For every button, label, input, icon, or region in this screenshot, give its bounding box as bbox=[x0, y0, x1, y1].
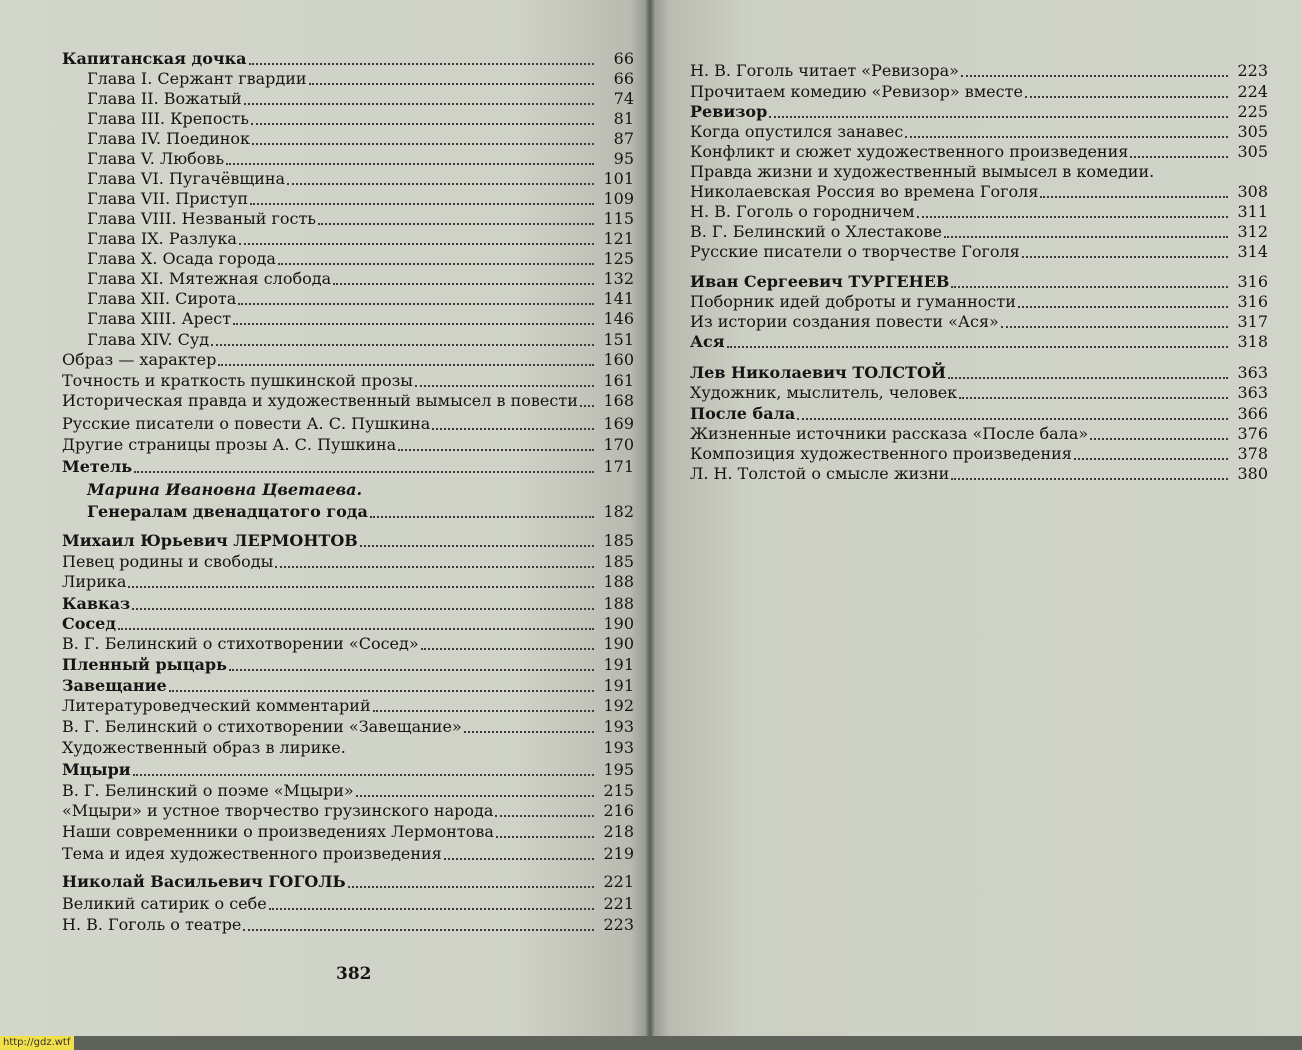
toc-leader-dots bbox=[951, 285, 1228, 288]
toc-leader-dots bbox=[360, 544, 594, 547]
toc-entry-title: После бала bbox=[690, 404, 796, 423]
toc-leader-dots bbox=[243, 928, 594, 931]
toc-entry bbox=[62, 614, 634, 634]
toc-entry bbox=[62, 69, 634, 89]
toc-entry-title: Прочитаем комедию «Ревизор» вместе bbox=[690, 82, 1023, 101]
toc-leader-dots bbox=[951, 477, 1228, 480]
toc-entry-title: Мцыри bbox=[62, 760, 131, 779]
toc-entry-page: 170 bbox=[603, 435, 634, 454]
toc-entry bbox=[62, 249, 634, 269]
toc-leader-dots bbox=[1040, 195, 1228, 198]
toc-entry-page: 169 bbox=[603, 414, 634, 433]
toc-entry-title: Русские писатели о повести А. С. Пушкина bbox=[62, 414, 431, 433]
toc-leader-dots bbox=[134, 470, 594, 473]
toc-entry bbox=[690, 242, 1268, 262]
toc-entry bbox=[690, 444, 1268, 464]
toc-leader-dots bbox=[132, 607, 594, 610]
toc-entry-page: 188 bbox=[603, 572, 634, 591]
toc-entry-page: 314 bbox=[1237, 242, 1268, 261]
toc-entry bbox=[690, 424, 1268, 444]
toc-leader-dots bbox=[421, 647, 594, 650]
toc-entry-title: Николаевская Россия во времена Гоголя bbox=[690, 182, 1039, 201]
toc-entry-title: Лев Николаевич ТОЛСТОЙ bbox=[690, 363, 947, 382]
toc-entry-title: Иван Сергеевич ТУРГЕНЕВ bbox=[690, 272, 950, 291]
toc-entry-title: Художник, мыслитель, человек bbox=[690, 383, 958, 402]
toc-leader-dots bbox=[495, 814, 594, 817]
toc-entry-page: 87 bbox=[613, 129, 634, 148]
toc-leader-dots bbox=[229, 668, 594, 671]
toc-entry-title: Завещание bbox=[62, 676, 167, 695]
toc-leader-dots bbox=[444, 857, 594, 860]
toc-entry-title: Сосед bbox=[62, 614, 116, 633]
toc-entry bbox=[62, 189, 634, 209]
toc-entry-page: 146 bbox=[603, 309, 634, 328]
toc-entry bbox=[62, 872, 634, 892]
toc-leader-dots bbox=[948, 376, 1228, 379]
toc-entry bbox=[690, 61, 1268, 81]
toc-leader-dots bbox=[370, 515, 594, 518]
toc-entry-title: Глава XIV. Суд bbox=[87, 330, 210, 349]
toc-entry-title: Наши современники о произведениях Лермонтова bbox=[62, 822, 494, 841]
toc-entry-page: 188 bbox=[603, 594, 634, 613]
toc-leader-dots bbox=[287, 182, 594, 185]
toc-entry bbox=[62, 655, 634, 675]
toc-leader-dots bbox=[464, 730, 594, 733]
toc-leader-dots bbox=[333, 282, 594, 285]
toc-entry-page: 191 bbox=[603, 676, 634, 695]
toc-entry bbox=[62, 738, 634, 758]
toc-entry bbox=[62, 894, 634, 914]
toc-entry bbox=[62, 391, 634, 411]
toc-entry bbox=[690, 464, 1268, 484]
toc-entry-page: 317 bbox=[1237, 312, 1268, 331]
toc-entry-title: Глава XI. Мятежная слобода bbox=[87, 269, 332, 288]
toc-entry-page: 363 bbox=[1237, 363, 1268, 382]
toc-entry-title: Глава IX. Разлука bbox=[87, 229, 237, 248]
toc-entry-page: 182 bbox=[603, 502, 634, 521]
toc-entry-page: 218 bbox=[603, 822, 634, 841]
toc-entry-page: 224 bbox=[1237, 82, 1268, 101]
toc-entry-title: Другие страницы прозы А. С. Пушкина bbox=[62, 435, 397, 454]
toc-entry-page: 305 bbox=[1237, 142, 1268, 161]
toc-entry bbox=[62, 781, 634, 801]
toc-entry-title: Н. В. Гоголь читает «Ревизора» bbox=[690, 61, 959, 80]
toc-leader-dots bbox=[252, 142, 594, 145]
toc-entry bbox=[62, 109, 634, 129]
toc-entry-title: Из истории создания повести «Ася» bbox=[690, 312, 999, 331]
toc-entry-title: Николай Васильевич ГОГОЛЬ bbox=[62, 872, 346, 891]
toc-entry-title: Глава V. Любовь bbox=[87, 149, 225, 168]
toc-leader-dots bbox=[348, 885, 594, 888]
toc-entry-title: Тема и идея художественного произведения bbox=[62, 844, 442, 863]
toc-leader-dots bbox=[309, 82, 594, 85]
toc-entry-title: Жизненные источники рассказа «После бала» bbox=[690, 424, 1089, 443]
toc-entry bbox=[62, 480, 634, 500]
toc-entry bbox=[690, 222, 1268, 242]
toc-entry-title: Когда опустился занавес bbox=[690, 122, 904, 141]
toc-entry bbox=[62, 209, 634, 229]
toc-leader-dots bbox=[133, 773, 594, 776]
toc-leader-dots bbox=[275, 565, 594, 568]
toc-entry-page: 171 bbox=[603, 457, 634, 476]
toc-entry-title: Композиция художественного произведения bbox=[690, 444, 1072, 463]
toc-leader-dots bbox=[250, 202, 594, 205]
toc-entry-title: Метель bbox=[62, 457, 133, 476]
toc-entry-title: Правда жизни и художественный вымысел в комедии. bbox=[690, 162, 1155, 181]
toc-entry-title: Кавказ bbox=[62, 594, 131, 613]
toc-entry-title: Генералам двенадцатого года bbox=[87, 502, 368, 521]
toc-leader-dots bbox=[169, 689, 594, 692]
toc-entry bbox=[690, 82, 1268, 102]
toc-entry bbox=[62, 435, 634, 455]
toc-entry-title: Н. В. Гоголь о городничем bbox=[690, 202, 915, 221]
toc-entry bbox=[690, 272, 1268, 292]
toc-entry-title: Глава VI. Пугачёвщина bbox=[87, 169, 286, 188]
toc-leader-dots bbox=[917, 215, 1228, 218]
toc-entry-title: Лирика bbox=[62, 572, 127, 591]
toc-entry-page: 221 bbox=[603, 894, 634, 913]
toc-entry-page: 305 bbox=[1237, 122, 1268, 141]
toc-entry bbox=[62, 289, 634, 309]
toc-entry bbox=[62, 801, 634, 821]
toc-leader-dots bbox=[128, 585, 594, 588]
toc-entry-title: Н. В. Гоголь о театре bbox=[62, 915, 242, 934]
toc-entry bbox=[62, 49, 634, 69]
toc-entry-page: 66 bbox=[613, 49, 634, 68]
toc-entry bbox=[690, 102, 1268, 122]
toc-entry-title: Образ — характер bbox=[62, 350, 217, 369]
toc-entry-title: В. Г. Белинский о Хлестакове bbox=[690, 222, 942, 241]
toc-entry bbox=[62, 634, 634, 654]
toc-entry bbox=[690, 404, 1268, 424]
toc-entry bbox=[62, 350, 634, 370]
toc-entry-page: 219 bbox=[603, 844, 634, 863]
toc-entry-page: 132 bbox=[603, 269, 634, 288]
toc-entry-page: 190 bbox=[603, 614, 634, 633]
toc-entry-page: 185 bbox=[603, 531, 634, 550]
toc-entry bbox=[690, 162, 1268, 182]
toc-entry bbox=[690, 383, 1268, 403]
toc-entry-title: Точность и краткость пушкинской прозы bbox=[62, 371, 414, 390]
toc-entry bbox=[62, 169, 634, 189]
toc-entry bbox=[62, 229, 634, 249]
toc-entry-title: В. Г. Белинский о поэме «Мцыри» bbox=[62, 781, 354, 800]
toc-leader-dots bbox=[218, 363, 594, 366]
toc-entry-page: 308 bbox=[1237, 182, 1268, 201]
toc-leader-dots bbox=[1018, 305, 1228, 308]
toc-entry bbox=[690, 363, 1268, 383]
toc-entry bbox=[62, 822, 634, 842]
toc-entry-page: 141 bbox=[603, 289, 634, 308]
toc-entry-title: Великий сатирик о себе bbox=[62, 894, 267, 913]
toc-entry-title: В. Г. Белинский о стихотворении «Завещание» bbox=[62, 717, 462, 736]
toc-leader-dots bbox=[727, 345, 1228, 348]
toc-entry-page: 95 bbox=[613, 149, 634, 168]
toc-leader-dots bbox=[1090, 437, 1228, 440]
toc-entry-title: Ревизор bbox=[690, 102, 768, 121]
toc-entry-page: 215 bbox=[603, 781, 634, 800]
toc-entry bbox=[62, 371, 634, 391]
toc-entry bbox=[62, 717, 634, 737]
toc-entry-title: Пленный рыцарь bbox=[62, 655, 227, 674]
toc-entry-page: 101 bbox=[603, 169, 634, 188]
toc-entry-page: 121 bbox=[603, 229, 634, 248]
toc-entry bbox=[62, 696, 634, 716]
toc-leader-dots bbox=[1022, 255, 1228, 258]
toc-leader-dots bbox=[318, 222, 594, 225]
toc-leader-dots bbox=[580, 404, 594, 407]
toc-entry-page: 221 bbox=[603, 872, 634, 891]
toc-leader-dots bbox=[373, 709, 594, 712]
toc-leader-dots bbox=[769, 115, 1228, 118]
toc-entry bbox=[62, 760, 634, 780]
toc-entry-title: Поборник идей доброты и гуманности bbox=[690, 292, 1016, 311]
toc-leader-dots bbox=[118, 627, 594, 630]
toc-leader-dots bbox=[1156, 177, 1228, 178]
toc-entry-page: 363 bbox=[1237, 383, 1268, 402]
toc-leader-dots bbox=[415, 384, 594, 387]
toc-entry-page: 185 bbox=[603, 552, 634, 571]
toc-entry-page: 223 bbox=[603, 915, 634, 934]
toc-entry-title: Художественный образ в лирике. bbox=[62, 738, 346, 757]
toc-entry bbox=[62, 89, 634, 109]
toc-entry bbox=[62, 594, 634, 614]
toc-entry-title: Марина Ивановна Цветаева. bbox=[87, 480, 363, 499]
toc-leader-dots bbox=[944, 235, 1228, 238]
toc-entry-page: 125 bbox=[603, 249, 634, 268]
toc-entry-page: 109 bbox=[603, 189, 634, 208]
toc-entry bbox=[62, 129, 634, 149]
toc-entry-title: Глава I. Сержант гвардии bbox=[87, 69, 307, 88]
toc-leader-dots bbox=[432, 427, 594, 430]
toc-entry-title: Глава III. Крепость bbox=[87, 109, 249, 128]
toc-entry-page: 191 bbox=[603, 655, 634, 674]
toc-entry-page: 115 bbox=[603, 209, 634, 228]
toc-entry bbox=[62, 552, 634, 572]
toc-entry-page: 193 bbox=[603, 717, 634, 736]
toc-entry-title: Глава IV. Поединок bbox=[87, 129, 251, 148]
toc-entry-page: 160 bbox=[603, 350, 634, 369]
toc-entry-title: Литературоведческий комментарий bbox=[62, 696, 371, 715]
book-gutter bbox=[646, 0, 654, 1036]
toc-leader-dots bbox=[269, 907, 594, 910]
toc-entry-page: 380 bbox=[1237, 464, 1268, 483]
toc-leader-dots bbox=[797, 417, 1228, 420]
toc-entry-title: Русские писатели о творчестве Гоголя bbox=[690, 242, 1020, 261]
toc-entry bbox=[62, 269, 634, 289]
toc-leader-dots bbox=[959, 396, 1228, 399]
toc-entry-title: Глава X. Осада города bbox=[87, 249, 276, 268]
toc-entry-page: 81 bbox=[613, 109, 634, 128]
toc-entry-title: Конфликт и сюжет художественного произведения bbox=[690, 142, 1129, 161]
toc-leader-dots bbox=[348, 753, 594, 754]
toc-entry-page: 193 bbox=[603, 738, 634, 757]
toc-entry-page: 378 bbox=[1237, 444, 1268, 463]
toc-entry-title: «Мцыри» и устное творчество грузинского народа bbox=[62, 801, 494, 820]
toc-entry-page: 190 bbox=[603, 634, 634, 653]
toc-entry-page: 318 bbox=[1237, 332, 1268, 351]
toc-leader-dots bbox=[364, 495, 594, 496]
toc-entry-title: Л. Н. Толстой о смысле жизни bbox=[690, 464, 950, 483]
page-number: 382 bbox=[336, 964, 372, 984]
toc-entry-page: 312 bbox=[1237, 222, 1268, 241]
toc-entry-page: 192 bbox=[603, 696, 634, 715]
toc-entry bbox=[62, 330, 634, 350]
toc-entry bbox=[62, 457, 634, 477]
toc-entry-page: 161 bbox=[603, 371, 634, 390]
toc-entry bbox=[62, 844, 634, 864]
toc-entry bbox=[62, 915, 634, 935]
toc-entry-page: 216 bbox=[603, 801, 634, 820]
toc-entry-page: 168 bbox=[603, 391, 634, 410]
toc-entry-page: 316 bbox=[1237, 292, 1268, 311]
toc-leader-dots bbox=[233, 322, 594, 325]
toc-leader-dots bbox=[398, 448, 594, 451]
toc-entry-title: Михаил Юрьевич ЛЕРМОНТОВ bbox=[62, 531, 358, 550]
toc-entry bbox=[62, 309, 634, 329]
toc-leader-dots bbox=[496, 835, 594, 838]
toc-entry bbox=[690, 332, 1268, 352]
toc-entry-page: 66 bbox=[613, 69, 634, 88]
toc-entry bbox=[62, 414, 634, 434]
toc-entry bbox=[690, 142, 1268, 162]
toc-leader-dots bbox=[238, 302, 594, 305]
toc-entry-title: Капитанская дочка bbox=[62, 49, 247, 68]
toc-entry-page: 151 bbox=[603, 330, 634, 349]
toc-leader-dots bbox=[1074, 457, 1228, 460]
toc-entry-page: 316 bbox=[1237, 272, 1268, 291]
toc-entry-title: Историческая правда и художественный вымысел в повести bbox=[62, 391, 578, 410]
toc-entry-title: Глава II. Вожатый bbox=[87, 89, 242, 108]
toc-entry-title: В. Г. Белинский о стихотворении «Сосед» bbox=[62, 634, 419, 653]
toc-entry-title: Глава VII. Приступ bbox=[87, 189, 249, 208]
toc-entry bbox=[62, 572, 634, 592]
toc-entry bbox=[62, 149, 634, 169]
toc-entry-page: 225 bbox=[1237, 102, 1268, 121]
toc-entry-page: 376 bbox=[1237, 424, 1268, 443]
toc-leader-dots bbox=[244, 102, 594, 105]
toc-leader-dots bbox=[356, 794, 594, 797]
toc-entry bbox=[62, 676, 634, 696]
toc-entry bbox=[690, 292, 1268, 312]
toc-leader-dots bbox=[905, 135, 1228, 138]
toc-leader-dots bbox=[278, 262, 594, 265]
left-page bbox=[0, 0, 650, 1036]
toc-entry bbox=[62, 502, 634, 522]
toc-entry-title: Глава VIII. Незваный гость bbox=[87, 209, 316, 228]
toc-entry-title: Ася bbox=[690, 332, 725, 351]
watermark[interactable]: http://gdz.wtf bbox=[0, 1036, 74, 1050]
toc-leader-dots bbox=[961, 74, 1228, 77]
toc-leader-dots bbox=[249, 62, 594, 65]
toc-entry-page: 74 bbox=[613, 89, 634, 108]
toc-entry-page: 223 bbox=[1237, 61, 1268, 80]
right-page bbox=[650, 0, 1302, 1036]
toc-entry bbox=[62, 531, 634, 551]
toc-leader-dots bbox=[226, 162, 594, 165]
toc-entry bbox=[690, 312, 1268, 332]
toc-entry bbox=[690, 202, 1268, 222]
toc-entry bbox=[690, 122, 1268, 142]
toc-leader-dots bbox=[1025, 95, 1228, 98]
toc-leader-dots bbox=[251, 122, 594, 125]
toc-entry-page: 366 bbox=[1237, 404, 1268, 423]
toc-entry-title: Певец родины и свободы bbox=[62, 552, 274, 571]
toc-entry-page: 195 bbox=[603, 760, 634, 779]
toc-leader-dots bbox=[239, 242, 594, 245]
toc-entry-title: Глава XII. Сирота bbox=[87, 289, 237, 308]
toc-entry-page: 311 bbox=[1237, 202, 1268, 221]
toc-leader-dots bbox=[211, 343, 594, 346]
toc-entry-title: Глава XIII. Арест bbox=[87, 309, 232, 328]
toc-entry bbox=[690, 182, 1268, 202]
toc-leader-dots bbox=[1001, 325, 1228, 328]
toc-leader-dots bbox=[1130, 155, 1228, 158]
